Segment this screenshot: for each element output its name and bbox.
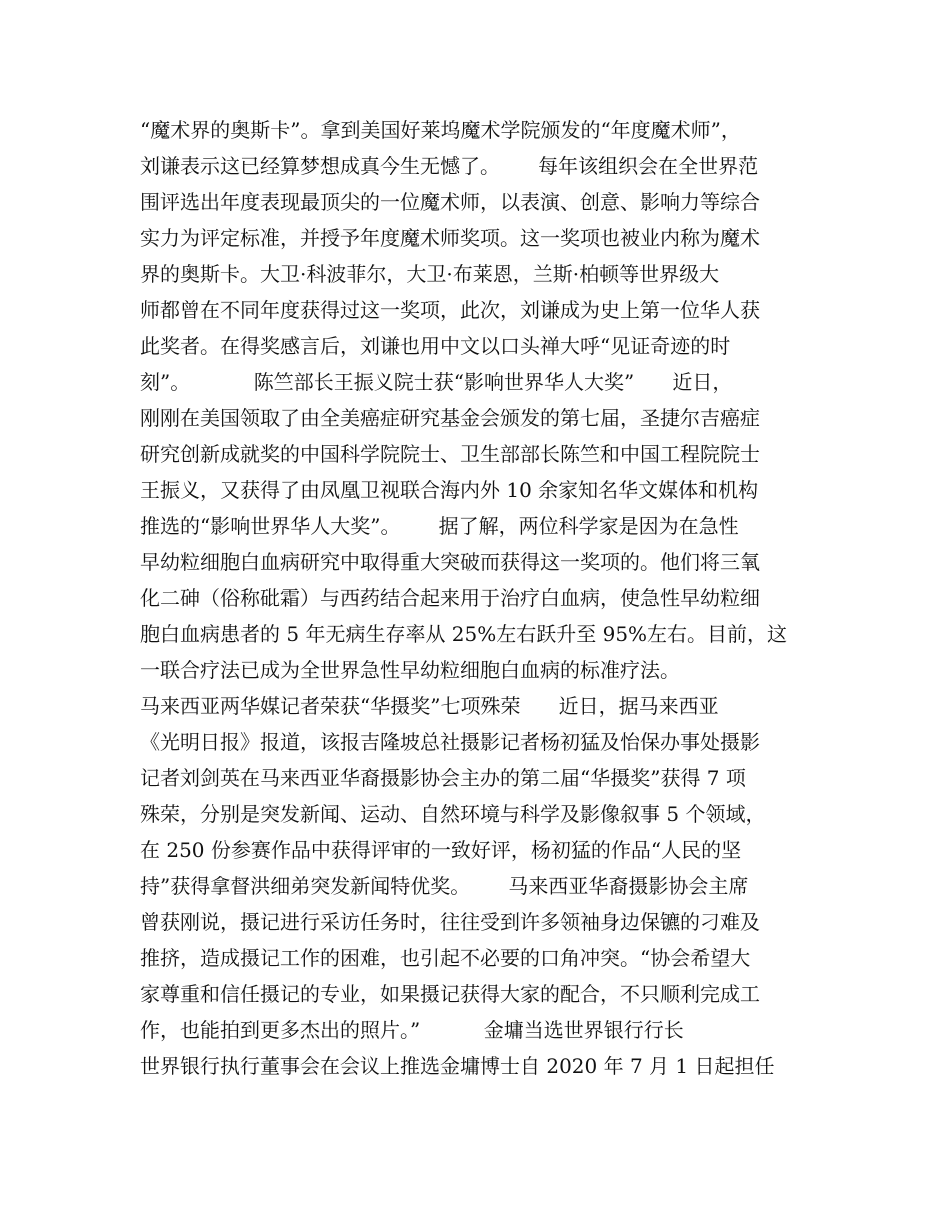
text-line: 刻”。 陈竺部长王振义院士获“影响世界华人大奖” 近日， xyxy=(140,370,733,394)
text-line: 作，也能拍到更多杰出的照片。” 金墉当选世界银行行长 xyxy=(140,1018,684,1042)
text-line: 王振义，又获得了由凤凰卫视联合海内外 10 余家知名华文媒体和机构 xyxy=(140,478,759,502)
text-line: 世界银行执行董事会在会议上推选金墉博士自 2020 年 7 月 1 日起担任 xyxy=(140,1054,775,1078)
text-line: “魔术界的奥斯卡”。拿到美国好莱坞魔术学院颁发的“年度魔术师”， xyxy=(140,118,741,142)
text-line: 推选的“影响世界华人大奖”。 据了解，两位科学家是因为在急性 xyxy=(140,514,739,538)
text-line: 一联合疗法已成为全世界急性早幼粒细胞白血病的标准疗法。 xyxy=(140,658,680,682)
text-line: 推挤，造成摄记工作的困难，也引起不必要的口角冲突。“协会希望大 xyxy=(140,946,751,970)
text-line: 围评选出年度表现最顶尖的一位魔术师，以表演、创意、影响力等综合 xyxy=(140,190,760,214)
text-line: 胞白血病患者的 5 年无病生存率从 25%左右跃升至 95%左右。目前，这 xyxy=(140,622,788,646)
text-line: 在 250 份参赛作品中获得评审的一致好评，杨初猛的作品“人民的坚 xyxy=(140,838,742,862)
text-line: 师都曾在不同年度获得过这一奖项，此次，刘谦成为史上第一位华人获 xyxy=(140,298,760,322)
text-line: 持”获得拿督洪细弟突发新闻特优奖。 马来西亚华裔摄影协会主席 xyxy=(140,874,749,898)
text-line: 家尊重和信任摄记的专业，如果摄记获得大家的配合，不只顺利完成工 xyxy=(140,982,760,1006)
body-text xyxy=(140,112,820,1084)
text-line: 化二砷（俗称砒霜）与西药结合起来用于治疗白血病，使急性早幼粒细 xyxy=(140,586,760,610)
text-line: 刚刚在美国领取了由全美癌症研究基金会颁发的第七届，圣捷尔吉癌症 xyxy=(140,406,760,430)
text-line: 界的奥斯卡。大卫·科波菲尔，大卫·布莱恩，兰斯·柏顿等世界级大 xyxy=(140,262,720,286)
text-line: 殊荣，分别是突发新闻、运动、自然环境与科学及影像叙事 5 个领域， xyxy=(140,802,766,826)
text-line: 曾获刚说，摄记进行采访任务时，往往受到许多领袖身边保镳的刁难及 xyxy=(140,910,760,934)
text-line: 刘谦表示这已经算梦想成真今生无憾了。 每年该组织会在全世界范 xyxy=(140,154,759,178)
text-line: 早幼粒细胞白血病研究中取得重大突破而获得这一奖项的。他们将三氧 xyxy=(140,550,760,574)
text-line: 马来西亚两华媒记者荣获“华摄奖”七项殊荣 近日，据马来西亚 xyxy=(140,694,719,718)
text-line: 记者刘剑英在马来西亚华裔摄影协会主办的第二届“华摄奖”获得 7 项 xyxy=(140,766,746,790)
text-line: 实力为评定标准，并授予年度魔术师奖项。这一奖项也被业内称为魔术 xyxy=(140,226,760,250)
text-line: 研究创新成就奖的中国科学院院士、卫生部部长陈竺和中国工程院院士 xyxy=(140,442,760,466)
text-line: 《光明日报》报道，该报吉隆坡总社摄影记者杨初猛及怡保办事处摄影 xyxy=(140,730,760,754)
text-line: 此奖者。在得奖感言后，刘谦也用中文以口头禅大呼“见证奇迹的时 xyxy=(140,334,731,358)
